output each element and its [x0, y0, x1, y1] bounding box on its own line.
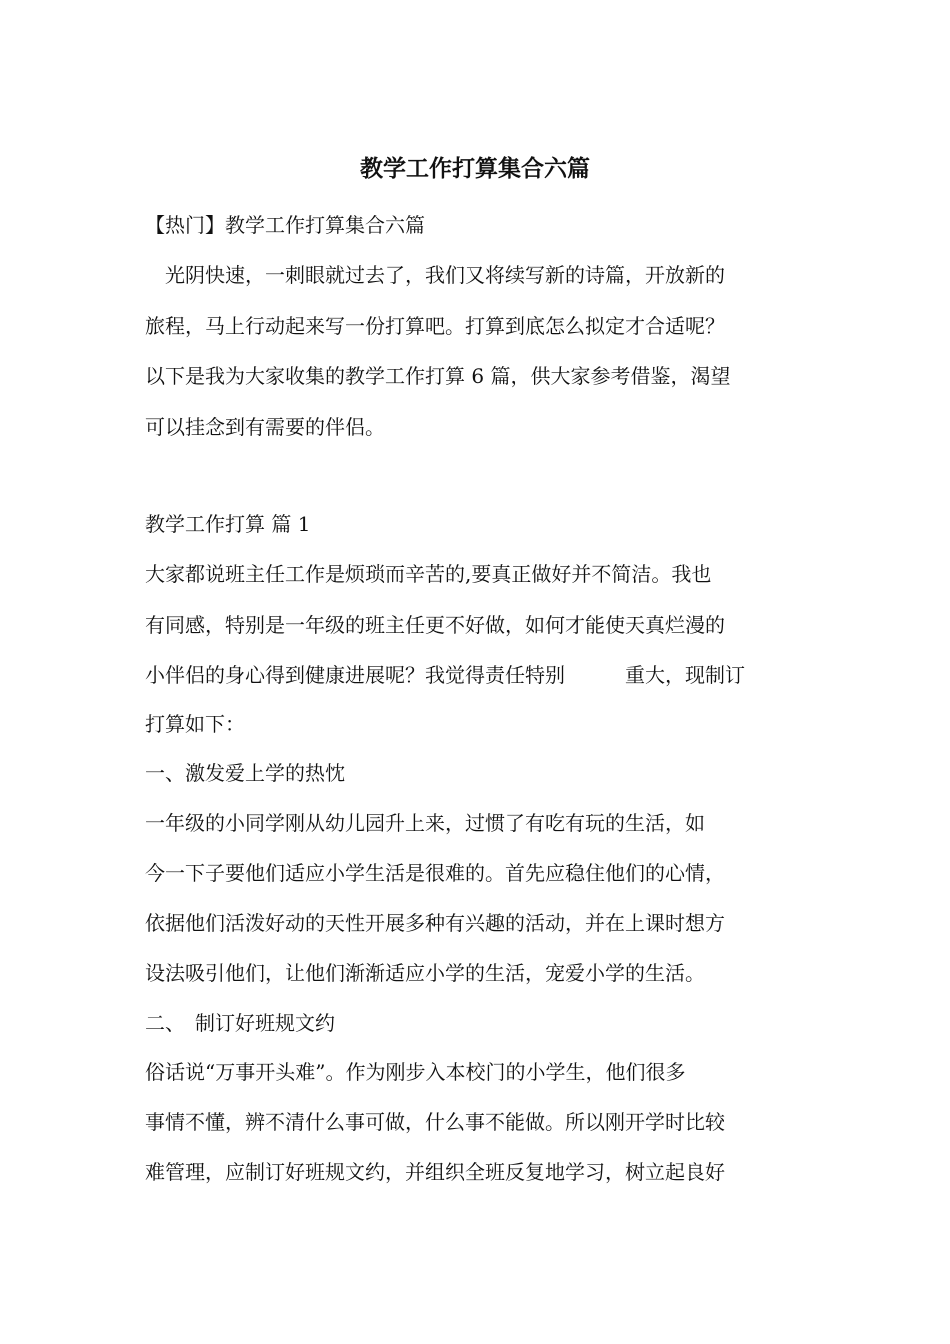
section-heading-1: 教学工作打算 篇 1	[145, 512, 311, 536]
paragraph-line-10: 事情不懂，辨不清什么事可做，什么事不能做。所以刚开学时比较	[145, 1110, 725, 1134]
paragraph-line-3: 小伴侣的身心得到健康进展呢？我觉得责任特别 重大，现制订	[145, 663, 745, 687]
subheading-1: 一、激发爱上学的热忱	[145, 761, 345, 785]
paragraph-line-11: 难管理，应制订好班规文约，并组织全班反复地学习，树立起良好	[145, 1160, 725, 1184]
intro-line-4: 可以挂念到有需要的伴侣。	[145, 415, 385, 439]
paragraph-line-8: 设法吸引他们，让他们渐渐适应小学的生活，宠爱小学的生活。	[145, 961, 705, 985]
paragraph-line-1: 大家都说班主任工作是烦琐而辛苦的,要真正做好并不简洁。我也	[145, 562, 712, 586]
paragraph-line-6: 今一下子要他们适应小学生活是很难的。首先应稳住他们的心情，	[145, 861, 725, 885]
paragraph-line-4: 打算如下：	[145, 712, 245, 736]
subheading-2: 二、 制订好班规文约	[145, 1011, 335, 1035]
paragraph-line-7: 依据他们活泼好动的天性开展多种有兴趣的活动，并在上课时想方	[145, 911, 725, 935]
subtitle-line: 【热门】教学工作打算集合六篇	[145, 213, 425, 237]
document-title: 教学工作打算集合六篇	[360, 156, 590, 182]
intro-line-3: 以下是我为大家收集的教学工作打算 6 篇，供大家参考借鉴，渴望	[145, 364, 731, 388]
intro-line-2: 旅程，马上行动起来写一份打算吧。打算到底怎么拟定才合适呢？	[145, 314, 725, 338]
paragraph-line-9: 俗话说“万事开头难”。作为刚步入本校门的小学生，他们很多	[145, 1060, 686, 1084]
intro-line-1: 光阴快速，一刺眼就过去了，我们又将续写新的诗篇，开放新的	[145, 263, 725, 287]
paragraph-line-5: 一年级的小同学刚从幼儿园升上来，过惯了有吃有玩的生活，如	[145, 811, 705, 835]
paragraph-line-2: 有同感，特别是一年级的班主任更不好做，如何才能使天真烂漫的	[145, 613, 725, 637]
